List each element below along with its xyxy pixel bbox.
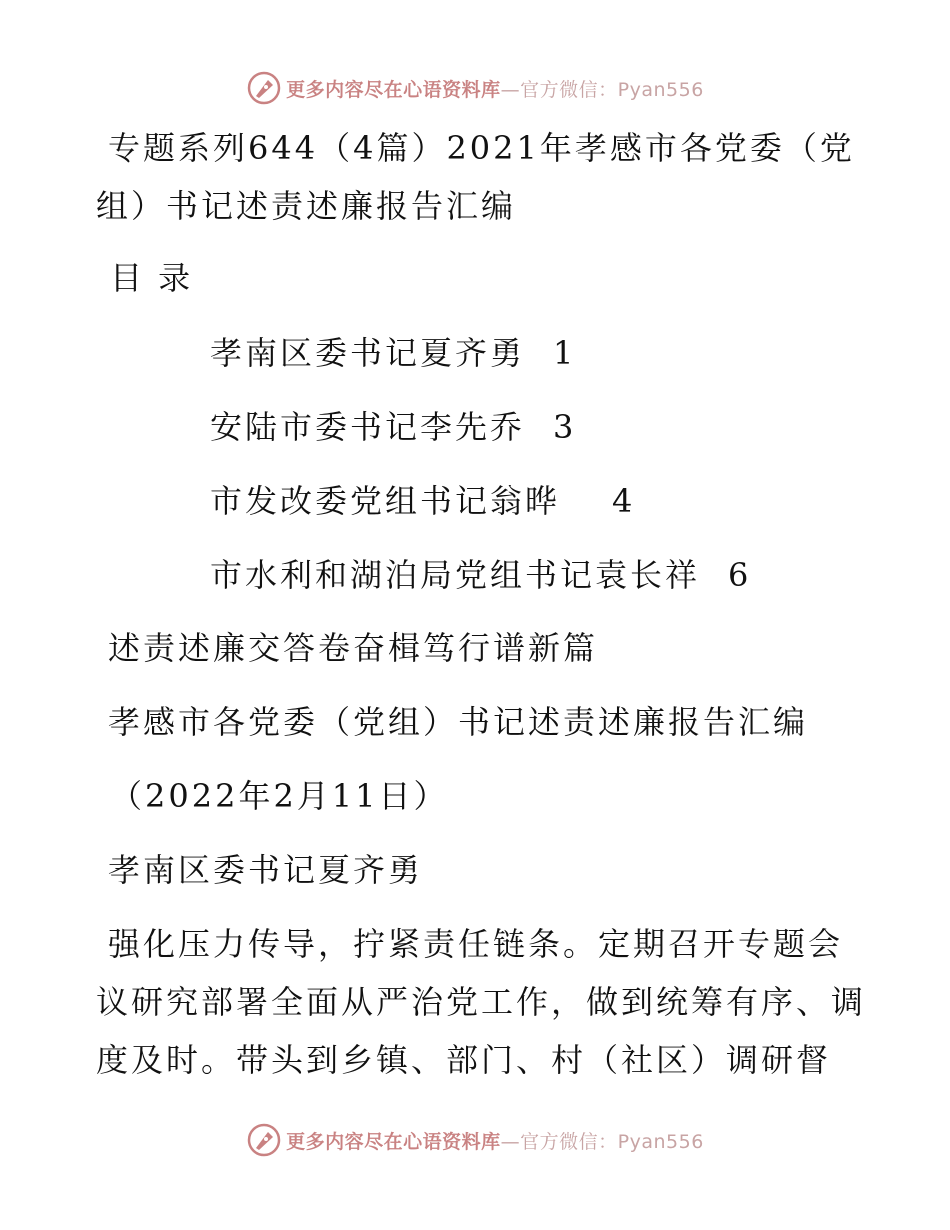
pen-nib-circle-icon [246,70,282,106]
toc-item[interactable] [210,481,635,521]
watermark-header [0,68,950,108]
body-line: 强化压力传导，拧紧责任链条。定期召开专题会 [108,925,844,963]
body-line: 议研究部署全面从严治党工作，做到统筹有序、调 [96,983,867,1021]
section-heading: 孝南区委书记夏齐勇 [108,851,424,889]
toc-item[interactable] [210,333,576,373]
toc-heading: 目 录 [110,259,194,297]
body-line: 度及时。带头到乡镇、部门、村（社区）调研督 [96,1041,832,1079]
watermark-text: 更多内容尽在心语资料库—官方微信：Pyan556 [286,78,704,101]
toc-item[interactable] [210,555,751,595]
toc-item-page: 6 [728,556,752,594]
doc-subtitle: 述责述廉交答卷奋楫笃行谱新篇 [108,629,599,667]
toc-item-page: 4 [612,482,636,520]
doc-title-line-1: 专题系列644（4篇）2021年孝感市各党委（党 [108,129,855,167]
toc-item-page: 1 [553,334,577,372]
doc-title-line-2: 组）书记述责述廉报告汇编 [96,187,517,225]
pen-nib-circle-icon [246,1122,282,1158]
toc-item-label: 市发改委党组书记翁晔 [210,482,561,520]
toc-item-label: 市水利和湖泊局党组书记袁长祥 [210,556,701,594]
report-date: （2022年2月11日） [110,777,449,815]
watermark-footer [0,1120,950,1160]
toc-item-label: 安陆市委书记李先乔 [210,408,526,446]
toc-item-page: 3 [553,408,577,446]
toc-item[interactable] [210,407,576,447]
watermark-text: 更多内容尽在心语资料库—官方微信：Pyan556 [286,1130,704,1153]
report-title: 孝感市各党委（党组）书记述责述廉报告汇编 [108,703,809,741]
toc-item-label: 孝南区委书记夏齐勇 [210,334,526,372]
